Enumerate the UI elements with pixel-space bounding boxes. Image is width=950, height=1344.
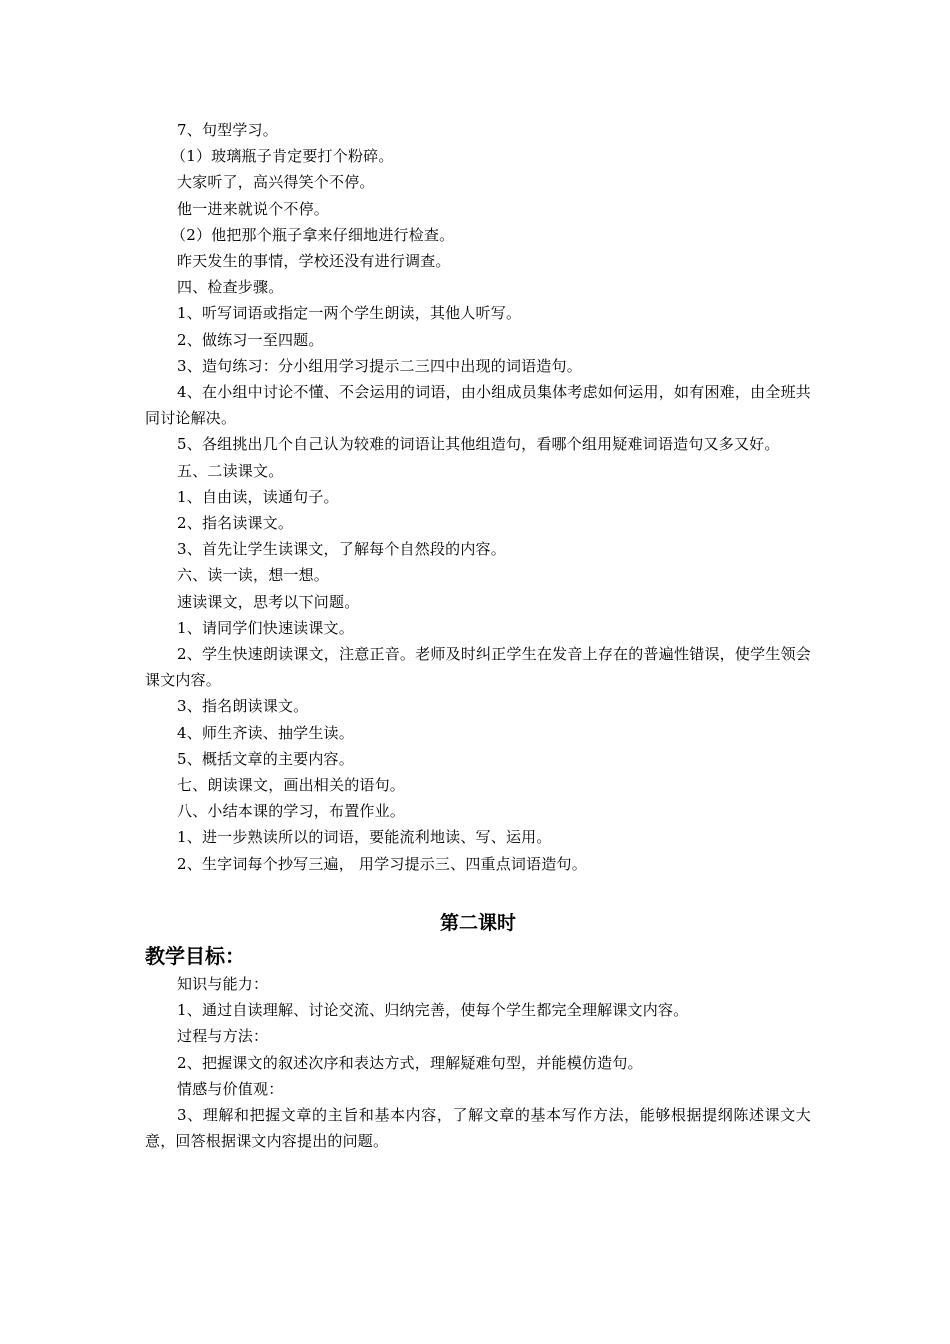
lesson-title: 第二课时 xyxy=(439,911,516,934)
paragraph: 5、概括文章的主要内容。 xyxy=(177,749,354,768)
paragraph: 2、指名读课文。 xyxy=(177,514,294,533)
paragraph: 过程与方法： xyxy=(177,1027,269,1046)
paragraph: 四、检查步骤。 xyxy=(177,278,284,297)
paragraph: 2、生字词每个抄写三遍， 用学习提示三、四重点词语造句。 xyxy=(177,854,587,873)
paragraph: 3、首先让学生读课文，了解每个自然段的内容。 xyxy=(177,540,506,559)
paragraph: 七、朗读课文，画出相关的语句。 xyxy=(177,776,406,795)
paragraph: 3、指名朗读课文。 xyxy=(177,697,309,716)
paragraph: 2、把握课文的叙述次序和表达方式，理解疑难句型，并能模仿造句。 xyxy=(177,1053,643,1072)
paragraph: （2）他把那个瓶子拿来仔细地进行检查。 xyxy=(171,225,455,244)
paragraph: 5、各组挑出几个自己认为较难的词语让其他组造句，看哪个组用疑难词语造句又多又好。 xyxy=(177,435,780,454)
paragraph: 他一进来就说个不停。 xyxy=(177,199,330,218)
paragraph: 大家听了，高兴得笑个不停。 xyxy=(177,173,375,192)
paragraph: 7、句型学习。 xyxy=(177,121,278,139)
paragraph: 1、自由读，读通句子。 xyxy=(177,487,339,506)
paragraph: （1）玻璃瓶子肯定要打个粉碎。 xyxy=(171,147,394,166)
paragraph: 1、听写词语或指定一两个学生朗读，其他人听写。 xyxy=(177,304,522,323)
paragraph: 1、请同学们快速读课文。 xyxy=(177,618,354,637)
paragraph: 2、做练习一至四题。 xyxy=(177,330,324,349)
paragraph: 八、小结本课的学习，布置作业。 xyxy=(177,802,406,821)
section-heading: 教学目标： xyxy=(145,943,245,968)
paragraph: 4、在小组中讨论不懂、不会运用的词语，由小组成员集体考虑如何运用，如有困难，由全班共同讨论解决。 xyxy=(145,383,811,428)
paragraph: 3、造句练习：分小组用学习提示二三四中出现的词语造句。 xyxy=(177,356,582,375)
paragraph: 1、进一步熟读所以的词语，要能流利地读、写、运用。 xyxy=(177,828,552,847)
paragraph: 1、通过自读理解、讨论交流、归纳完善，使每个学生都完全理解课文内容。 xyxy=(177,1001,689,1020)
paragraph: 情感与价值观： xyxy=(177,1079,284,1098)
paragraph: 六、读一读，想一想。 xyxy=(177,566,330,585)
document-body xyxy=(145,117,811,1154)
spacer xyxy=(145,877,811,903)
paragraph: 昨天发生的事情，学校还没有进行调查。 xyxy=(177,252,451,271)
paragraph: 速读课文，思考以下问题。 xyxy=(177,592,360,611)
paragraph: 2、学生快速朗读课文，注意正音。老师及时纠正学生在发音上存在的普遍性错误，使学生领会课文内容。 xyxy=(145,645,811,690)
paragraph: 4、师生齐读、抽学生读。 xyxy=(177,723,354,742)
paragraph: 知识与能力： xyxy=(177,974,269,993)
paragraph: 五、二读课文。 xyxy=(177,461,284,480)
paragraph: 3、理解和把握文章的主旨和基本内容，了解文章的基本写作方法，能够根据提纲陈述课文大意，回答根据课文内容提出的问题。 xyxy=(145,1105,811,1151)
